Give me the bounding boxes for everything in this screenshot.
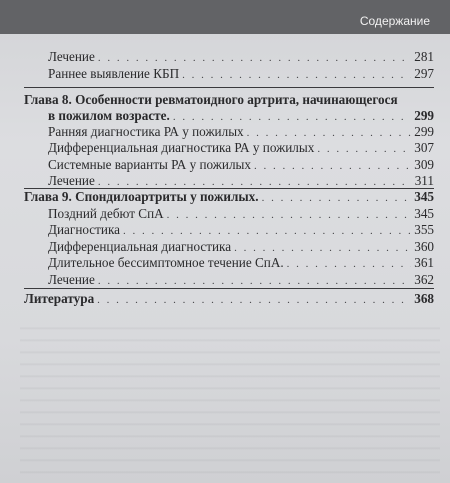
toc-entry-page: 362 (414, 272, 434, 287)
toc-entry[interactable] (24, 222, 434, 238)
toc-entry-title: Дифференциальная диагностика (48, 239, 232, 254)
dot-leader (167, 207, 412, 223)
toc-entry-page: 307 (414, 140, 434, 155)
toc-entry-title: Длительное бессимптомное течение СпА. (48, 255, 284, 270)
toc-entry-page: 297 (414, 66, 434, 81)
section-divider (24, 87, 434, 88)
dot-leader (97, 292, 411, 308)
toc-entry[interactable] (24, 140, 434, 156)
dot-leader (234, 240, 411, 256)
toc-entry-title: Раннее выявление КБП (48, 66, 180, 81)
literature-page: 368 (414, 291, 434, 306)
toc-entry[interactable] (24, 124, 434, 140)
running-header (0, 0, 450, 34)
toc-entry[interactable] (24, 239, 434, 255)
toc-entry-title: Поздний дебют СпА (48, 206, 164, 221)
toc-entry-title: Дифференциальная диагностика РА у пожилых (48, 140, 315, 155)
dot-leader (173, 109, 411, 125)
toc-entry-title: Ранняя диагностика РА у пожилых (48, 124, 244, 139)
dot-leader (287, 256, 412, 272)
chapter-8-heading[interactable] (24, 108, 434, 124)
dot-leader (98, 50, 411, 66)
toc-entry[interactable] (24, 157, 434, 173)
chapter-8-title-line2: в пожилом возрасте. (48, 108, 170, 123)
toc-entry[interactable] (24, 255, 434, 271)
toc-entry-page: 309 (414, 157, 434, 172)
dot-leader (123, 223, 411, 239)
literature-heading[interactable] (24, 291, 434, 307)
dot-leader (182, 67, 411, 83)
chapter-8-page: 299 (414, 108, 434, 123)
toc-entry-page: 360 (414, 239, 434, 254)
toc-entry-page: 345 (414, 206, 434, 221)
toc-entry-title: Лечение (48, 173, 95, 188)
dot-leader (254, 158, 411, 174)
toc-entry-title: Диагностика (48, 222, 121, 237)
dot-leader (317, 141, 411, 157)
toc-entry-page: 361 (414, 255, 434, 270)
toc-entry-title: Системные варианты РА у пожилых (48, 157, 252, 172)
toc-entry[interactable] (24, 272, 434, 288)
chapter-9-page: 345 (414, 189, 434, 204)
toc-entry-page: 311 (414, 173, 434, 188)
toc-entry[interactable] (24, 206, 434, 222)
dot-leader (262, 190, 412, 206)
toc-entry-title: Лечение (48, 49, 95, 64)
toc-entry-title: Лечение (48, 272, 95, 287)
toc-entry[interactable] (24, 66, 434, 82)
show-through-texture (20, 318, 440, 483)
dot-leader (247, 125, 412, 141)
toc-entry[interactable] (24, 173, 434, 189)
toc-entry-page: 355 (414, 222, 434, 237)
toc-entry[interactable] (24, 49, 434, 65)
chapter-9-title: Глава 9. Спондилоартриты у пожилых. (24, 189, 259, 204)
dot-leader (98, 273, 411, 289)
header-title: Содержание (359, 14, 430, 28)
chapter-9-heading[interactable] (24, 189, 434, 205)
chapter-8-title-line1[interactable]: Глава 8. Особенности ревматоидного артрита, начинающегося (24, 92, 398, 107)
toc-entry-page: 299 (414, 124, 434, 139)
toc-entry-page: 281 (414, 49, 434, 64)
literature-title: Литература (24, 291, 95, 306)
section-divider (24, 288, 434, 289)
